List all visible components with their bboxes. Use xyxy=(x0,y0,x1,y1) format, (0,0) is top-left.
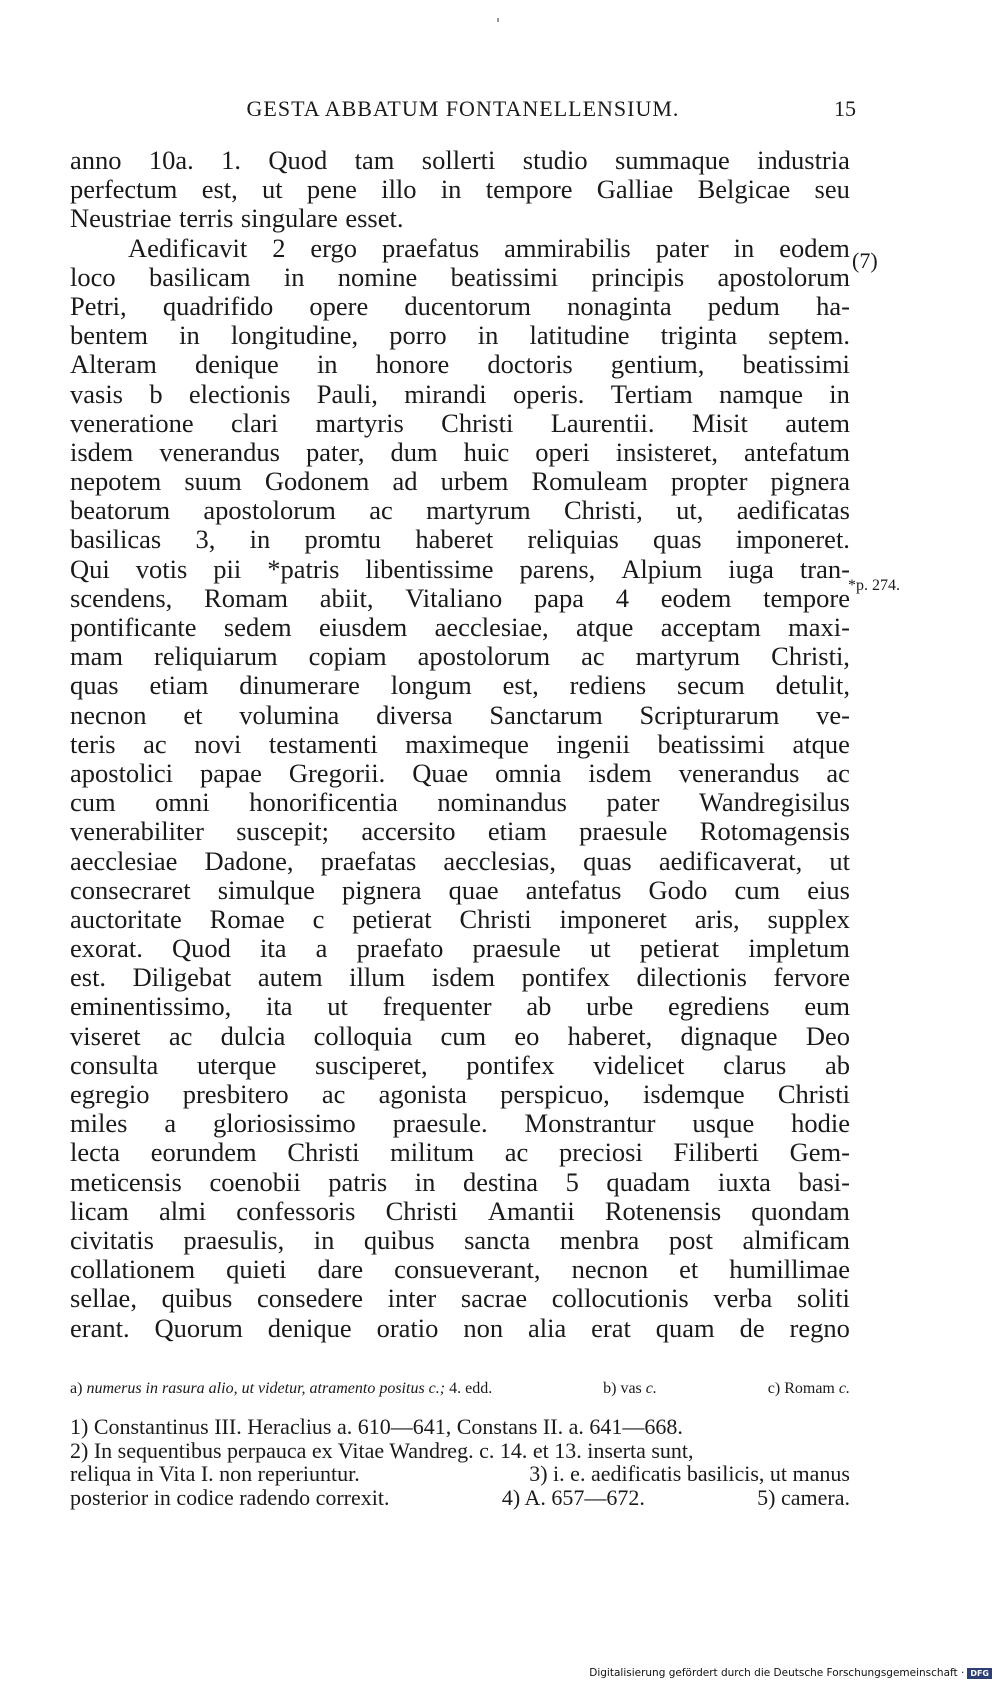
text-line: Qui votis pii *patris libentissime parens, Alpium iuga tran- xyxy=(70,553,850,584)
text-line: est. Diligebat autem illum isdem pontifex dilectionis fervore xyxy=(70,962,850,993)
text-line: quas etiam dinumerare longum est, rediens secum detulit, xyxy=(70,670,850,701)
text-line: perfectum est, ut pene illo in tempore Galliae Belgicae seu xyxy=(70,174,850,205)
text-line: apostolici papae Gregorii. Quae omnia isdem venerandus ac xyxy=(70,757,850,788)
text-line: Neustriae terris singulare esset. xyxy=(70,203,404,234)
text-line: exorat. Quod ita a praefato praesule ut petierat impletum xyxy=(70,933,850,964)
main-text xyxy=(70,146,850,1343)
text-line: loco basilicam in nomine beatissimi principis apostolorum xyxy=(70,261,850,292)
text-line: isdem venerandus pater, dum huic operi insisteret, antefatum xyxy=(70,436,850,467)
text-line: lecta eorundem Christi militum ac preciosi Filiberti Gem- xyxy=(70,1137,850,1168)
footnote-line: reliqua in Vita I. non reperiuntur. 3) i. e. aedificatis basilicis, ut manus xyxy=(70,1461,850,1486)
text-line: egregio presbitero ac agonista perspicuo, isdemque Christi xyxy=(70,1079,850,1109)
credit-text: Digitalisierung gefördert durch die Deutsche Forschungsgemeinschaft · xyxy=(589,1667,965,1679)
digitization-credit xyxy=(589,1667,992,1679)
text-line: cum omni honorificentia nominandus pater Wandregisilus xyxy=(70,787,850,818)
numbered-footnotes xyxy=(70,1415,850,1509)
text-line: anno 10a. 1. Quod tam sollerti studio summaque industria xyxy=(70,145,850,175)
text-line: licam almi confessoris Christi Amantii Rotenensis quondam xyxy=(70,1195,850,1226)
margin-section-number: (7) xyxy=(852,248,878,273)
text-line: eminentissimo, ita ut frequenter ab urbe egrediens eum xyxy=(70,991,850,1022)
variant-note-a: a) numerus in rasura alio, ut videtur, atramento positus c.; 4. edd. xyxy=(70,1380,493,1397)
text-line: consecraret simulque pignera quae antefatus Godo cum eius xyxy=(70,874,850,905)
footnote-line: 2) In sequentibus perpauca ex Vitae Wandreg. c. 14. et 13. inserta sunt, xyxy=(70,1437,694,1463)
variant-note-b: b) vas c. xyxy=(603,1380,657,1397)
text-line: venerabiliter suscepit; accersito etiam praesule Rotomagensis xyxy=(70,816,850,847)
running-title: GESTA ABBATUM FONTANELLENSIUM. xyxy=(246,96,680,121)
text-line: Petri, quadrifido opere ducentorum nonaginta pedum ha- xyxy=(70,290,850,321)
footnote-line: 1) Constantinus III. Heraclius a. 610—641, Constans II. a. 641—668. xyxy=(70,1414,683,1439)
text-line: collationem quieti dare consueverant, necnon et humillimae xyxy=(70,1254,850,1285)
variant-note-c: c) Romam c. xyxy=(767,1380,850,1397)
text-line: miles a gloriosissimo praesule. Monstrantur usque hodie xyxy=(70,1108,850,1139)
text-line: bentem in longitudine, porro in latitudine triginta septem. xyxy=(70,320,850,351)
text-line: veneratione clari martyris Christi Laurentii. Misit autem xyxy=(70,407,850,438)
scan-mark xyxy=(497,18,499,22)
text-line: aecclesiae Dadone, praefatas aecclesias, quas aedificaverat, ut xyxy=(70,845,850,876)
page-number: 15 xyxy=(834,96,856,121)
text-line: pontificante sedem eiusdem aecclesiae, atque acceptam maxi- xyxy=(70,612,850,642)
variant-footnotes xyxy=(70,1380,850,1398)
text-line: nepotem suum Godonem ad urbem Romuleam propter pignera xyxy=(70,466,850,497)
text-line: consulta uterque susciperet, pontifex videlicet clarus ab xyxy=(70,1049,850,1080)
text-line: mam reliquiarum copiam apostolorum ac martyrum Christi, xyxy=(70,641,850,672)
running-head xyxy=(70,96,856,126)
margin-page-reference: *p. 274. xyxy=(848,577,900,594)
text-line: erant. Quorum denique oratio non alia erat quam de regno xyxy=(70,1312,850,1343)
footnote-line: posterior in codice radendo correxit. 4) A. 657—672. 5) camera. xyxy=(70,1484,850,1510)
text-line: beatorum apostolorum ac martyrum Christi, ut, aedificatas xyxy=(70,495,850,526)
text-line: viseret ac dulcia colloquia cum eo haberet, dignaque Deo xyxy=(70,1020,850,1051)
text-line: vasis b electionis Pauli, mirandi operis. Tertiam namque in xyxy=(70,378,850,409)
text-line: meticensis coenobii patris in destina 5 quadam iuxta basi- xyxy=(70,1166,850,1197)
text-line: scendens, Romam abiit, Vitaliano papa 4 eodem tempore xyxy=(70,582,850,613)
text-line: necnon et volumina diversa Sanctarum Scripturarum ve- xyxy=(70,699,850,730)
text-line: civitatis praesulis, in quibus sancta menbra post almificam xyxy=(70,1224,850,1255)
text-line: Alteram denique in honore doctoris gentium, beatissimi xyxy=(70,349,850,380)
dfg-logo: DFG xyxy=(967,1668,992,1679)
text-line: auctoritate Romae c petierat Christi imponeret aris, supplex xyxy=(70,903,850,934)
text-line: Aedificavit 2 ergo praefatus ammirabilis pater in eodem xyxy=(128,232,850,263)
text-line: basilicas 3, in promtu haberet reliquias quas imponeret. xyxy=(70,524,850,555)
text-line: sellae, quibus consedere inter sacrae collocutionis verba soliti xyxy=(70,1283,850,1314)
text-line: teris ac novi testamenti maximeque ingenii beatissimi atque xyxy=(70,728,850,759)
